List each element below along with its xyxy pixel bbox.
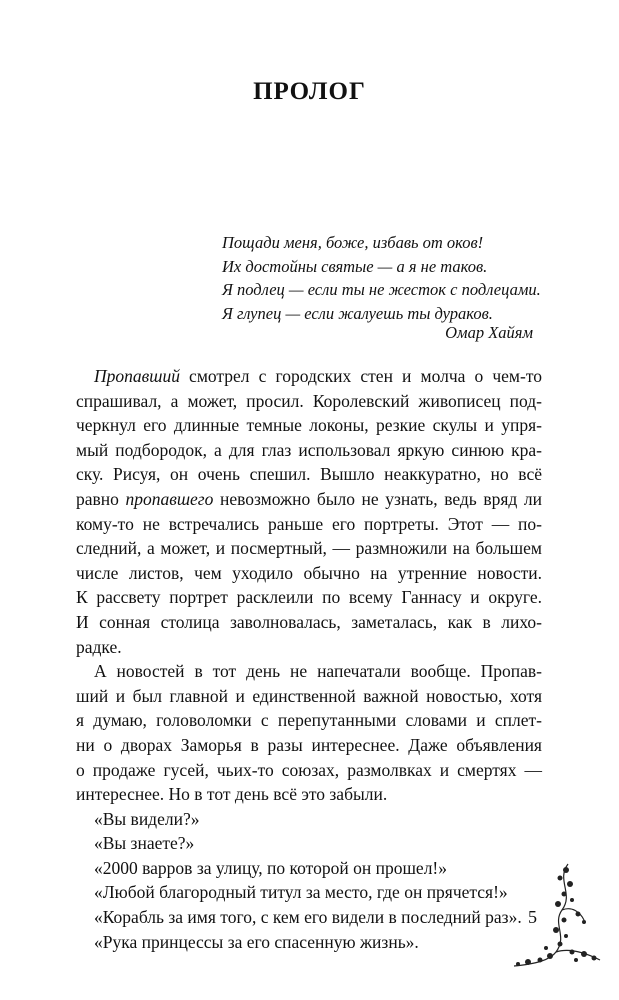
italic-word: пропавшего — [125, 488, 214, 509]
text-line: числе листов, чем уходило обычно на утренние новости. — [76, 562, 542, 583]
body-text — [76, 364, 542, 954]
epigraph-author: Омар Хайям — [445, 323, 533, 342]
epigraph-line: Пощади меня, боже, избавь от оков! — [222, 233, 484, 252]
quote-line: «Любой благородный титул за место, где он прячется!» — [94, 882, 508, 903]
quote-line: «2000 варров за улицу, по которой он прошел!» — [94, 857, 447, 878]
text-span: невозможно было не узнать, ведь вряд ли — [213, 488, 542, 509]
text-line: А новостей в тот день не напечатали вообще. Пропав- — [94, 661, 542, 682]
quote-line: «Вы видели?» — [94, 808, 200, 829]
quote-line: «Вы знаете?» — [94, 833, 195, 854]
text-line: К рассвету портрет расклеили по всему Ганнасу и округе. — [76, 587, 542, 608]
text-line: спрашивал, а может, просил. Королевский живописец под- — [76, 390, 542, 411]
text-span: равно — [76, 488, 126, 509]
page-number: 5 — [528, 907, 537, 927]
text-line: интереснее. Но в тот день всё это забыли. — [76, 784, 388, 805]
quote-line: «Рука принцессы за его спасенную жизнь». — [94, 931, 419, 952]
epigraph-line: Я подлец — если ты не жесток с подлецами. — [222, 280, 541, 299]
floral-ornament-icon — [506, 860, 606, 970]
text-line: кому-то не встречались раньше его портреты. Этот — по- — [76, 513, 542, 534]
epigraph-line: Их достойны святые — а я не таков. — [222, 256, 488, 276]
text-line: радке. — [76, 636, 122, 657]
text-line: И сонная столица заволновалась, заметалась, как в лихо- — [76, 611, 542, 632]
text-line: ший и был главной и единственной важной новостью, хотя — [76, 685, 542, 706]
text-line: мый подбородок, а для глаз использовал яркую синюю кра- — [76, 439, 542, 460]
quote-line: «Корабль за имя того, с кем его видели в последний раз». — [94, 907, 522, 928]
italic-word: Пропавший — [94, 366, 180, 386]
text-span: смотрел с городских стен и молча о чем-то — [179, 366, 542, 386]
text-line: следний, а может, и посмертный, — размножили на большем — [76, 538, 542, 559]
text-line — [76, 364, 542, 389]
text-line — [76, 487, 542, 512]
text-line: я думаю, головоломки с перепутанными словами и сплет- — [76, 710, 542, 731]
text-line: ску. Рисуя, он очень спешил. Вышло неаккуратно, но всё — [76, 464, 542, 485]
epigraph-line: Я глупец — если жалуешь ты дураков. — [222, 303, 493, 323]
text-line: черкнул его длинные темные локоны, резкие скулы и упря- — [76, 415, 542, 436]
epigraph — [222, 231, 542, 325]
chapter-title: ПРОЛОГ — [253, 78, 366, 105]
text-line: о продаже гусей, чьих-то союзах, размолвках и смертях — — [76, 759, 542, 780]
text-line: ни о дворах Заморья в разы интереснее. Даже объявления — [76, 734, 542, 755]
